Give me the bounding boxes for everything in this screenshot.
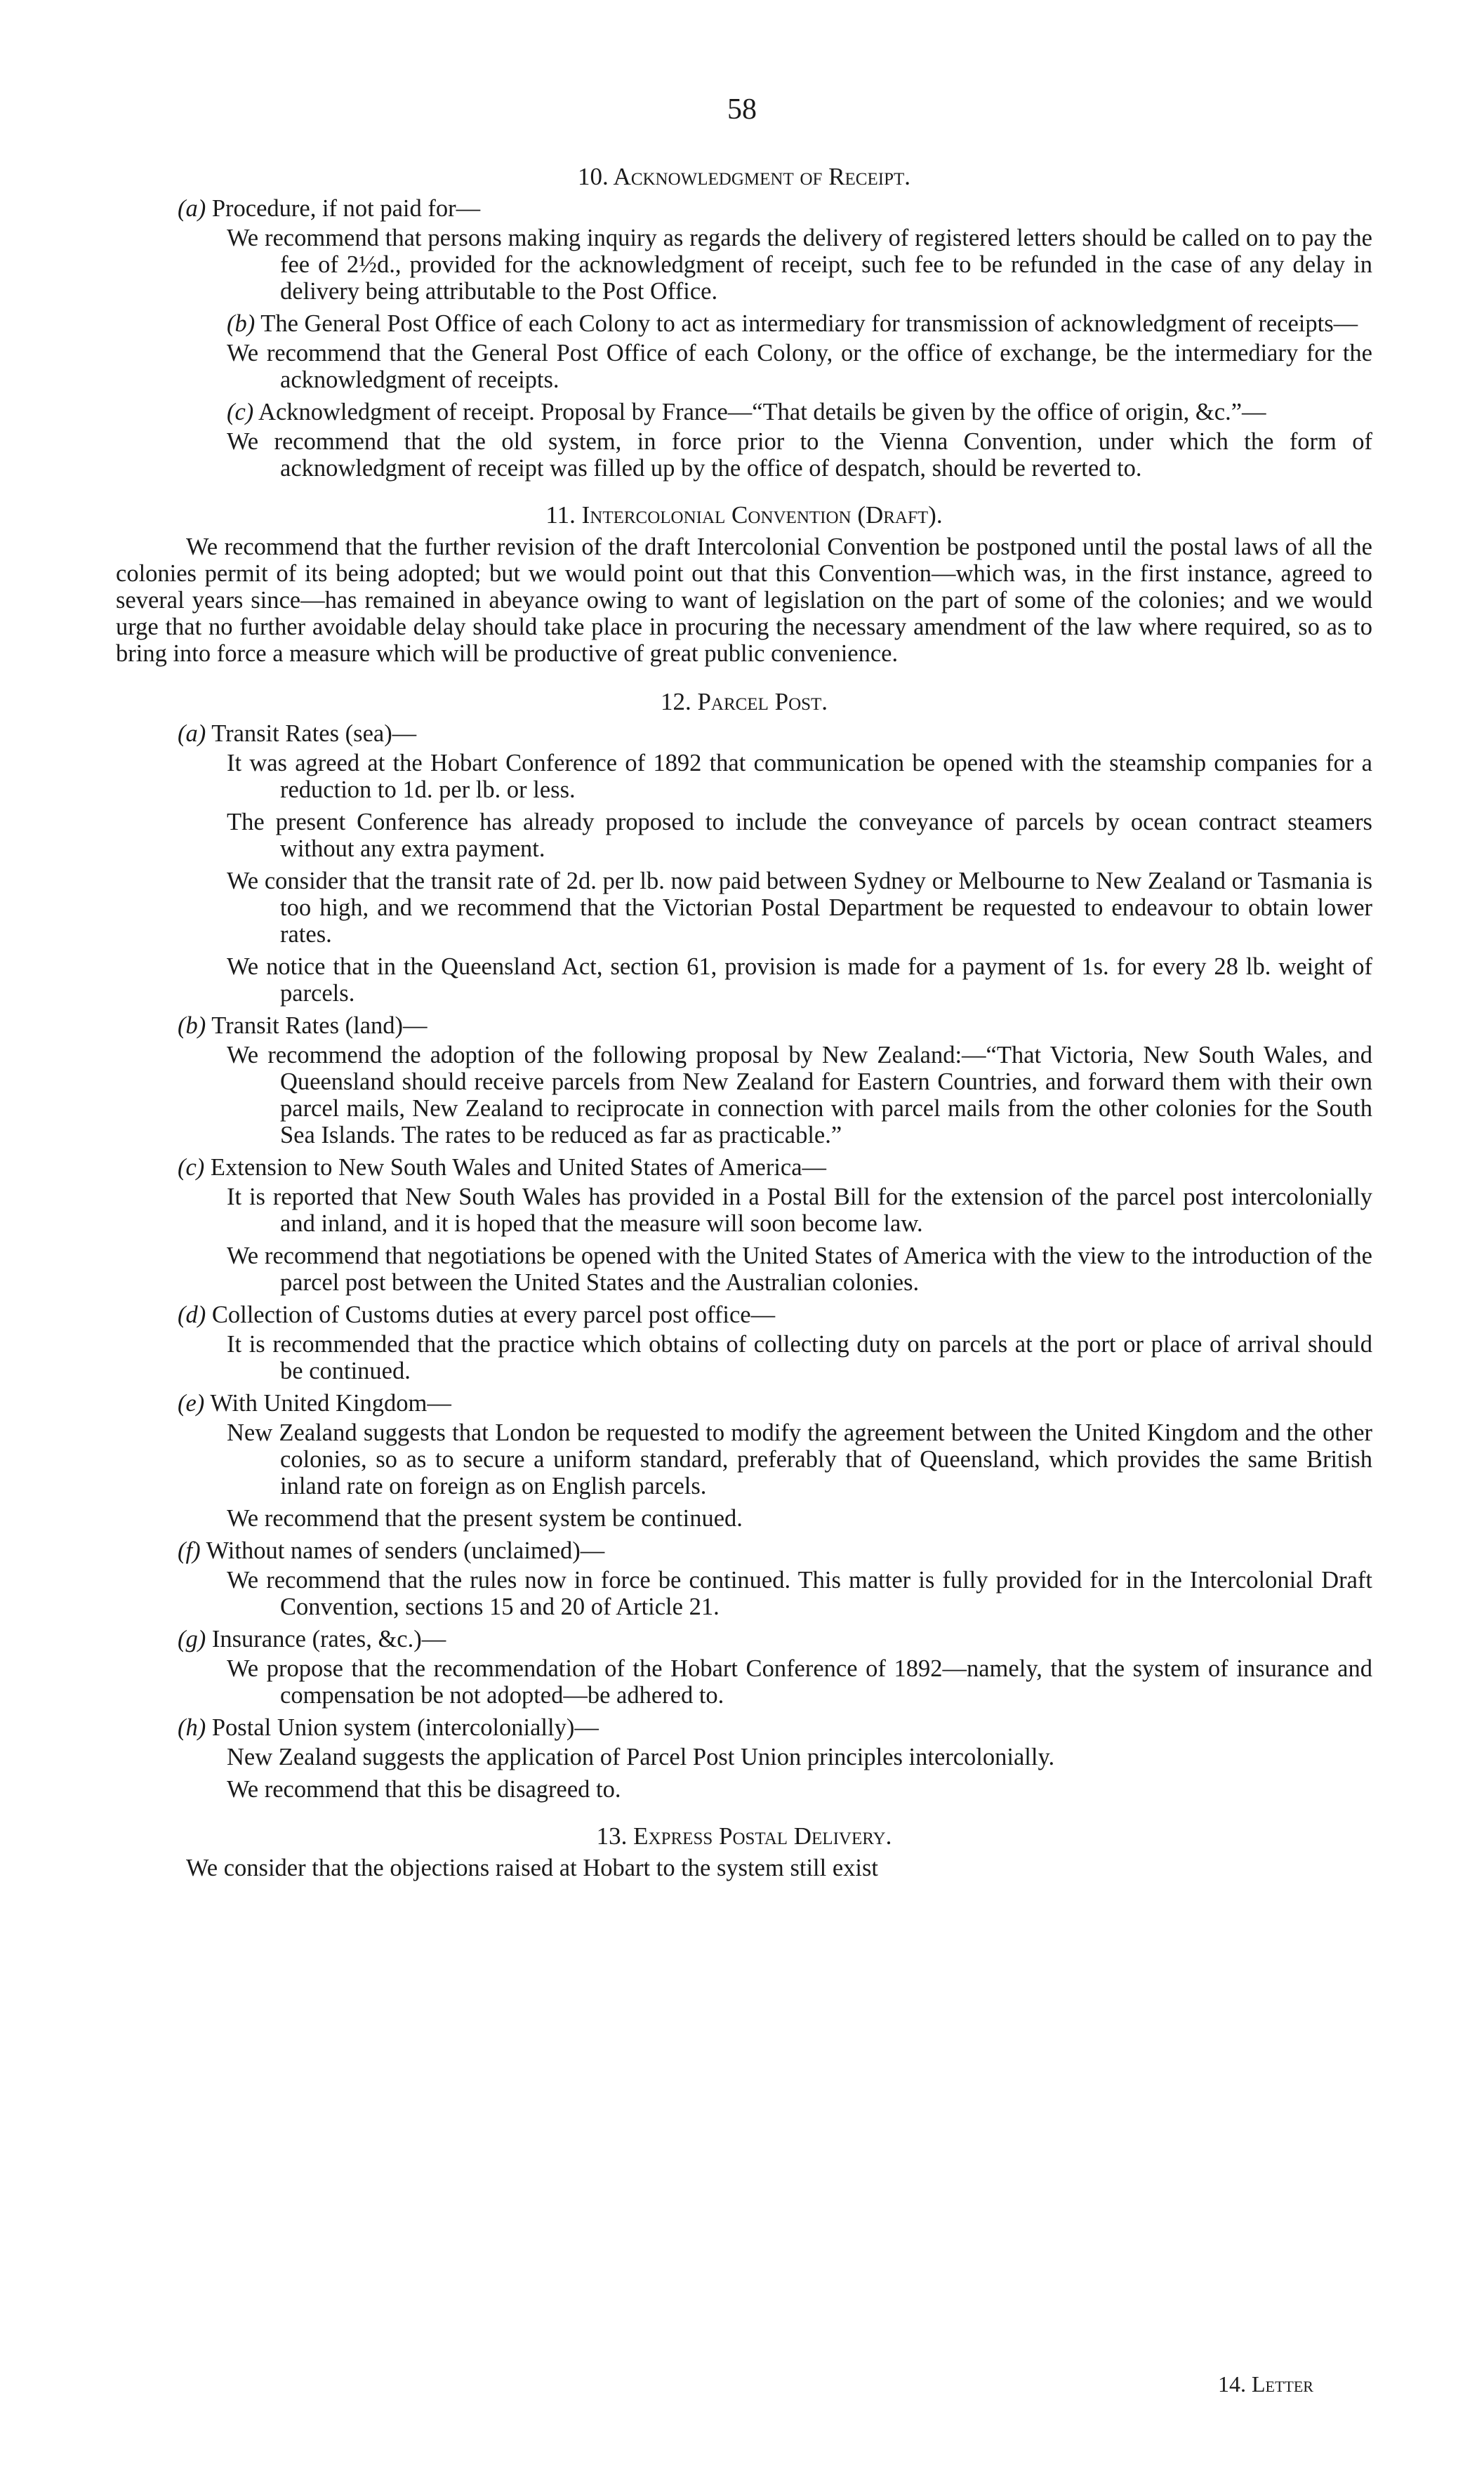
item-label-text: Acknowledgment of receipt. Proposal by France—“That details be given by the office of origin, &c.”— — [258, 399, 1266, 425]
section-10-heading: 10. Acknowledgment of Receipt. — [577, 163, 911, 190]
section-12-item-a-paragraph-2: The present Conference has already proposed to include the conveyance of parcels by ocean contract steamers without any extra payment. — [227, 809, 1372, 862]
item-label-text: Transit Rates (sea)— — [211, 720, 417, 747]
item-label-text: The General Post Office of each Colony to act as intermediary for transmission of acknowledgment of receipts— — [260, 310, 1358, 337]
page-number: 58 — [727, 93, 757, 126]
item-letter: (h) — [178, 1714, 206, 1741]
item-label-text: Extension to New South Wales and United States of America— — [210, 1154, 827, 1181]
section-12-item-b-paragraph-1: We recommend the adoption of the following proposal by New Zealand:—“That Victoria, New South Wales, and Queensland should receive parcels from New Zealand for Eastern Countries, and forward them with their own parcel mails, New Zealand to reciprocate in connection with parcel mails from the other colonies for the South Sea Islands. The rates to be reduced as far as practicable.” — [227, 1042, 1372, 1148]
item-label-text: Procedure, if not paid for— — [211, 195, 481, 222]
section-11-heading: 11. Intercolonial Convention (Draft). — [545, 501, 943, 529]
section-12-item-h-paragraph-2: We recommend that this be disagreed to. — [227, 1776, 621, 1803]
item-label-text: Transit Rates (land)— — [211, 1012, 428, 1039]
section-10-item-c-text: We recommend that the old system, in force prior to the Vienna Convention, under which the form of acknowledgment of receipt was filled up by the office of despatch, should be reverted to. — [227, 428, 1372, 482]
section-12-item-c-label — [178, 1154, 1372, 1181]
section-10-item-a-text: We recommend that persons making inquiry as regards the delivery of registered letters should be called on to pay the fee of 2½d., provided for the acknowledgment of receipt, such fee to be refunded in the case of any delay in delivery being attributable to the Post Office. — [227, 225, 1372, 305]
section-11-text: We recommend that the further revision of the draft Intercolonial Convention be postponed until the postal laws of all the colonies permit of its being adopted; but we would point out that this Convention—which was, in the first instance, agreed to several years since—has remained in abeyance owing to want of legislation on the part of some of the colonies; and we would urge that no further avoidable delay should take place in procuring the necessary amendment of the law where required, so as to bring into force a measure which will be productive of great public convenience. — [116, 534, 1372, 667]
item-label-text: Insurance (rates, &c.)— — [211, 1626, 446, 1652]
section-10-item-b-text: We recommend that the General Post Office of each Colony, or the office of exchange, be the intermediary for the acknowledgment of receipts. — [227, 340, 1372, 393]
section-12-item-h-paragraph-1: New Zealand suggests the application of Parcel Post Union principles intercolonially. — [227, 1744, 1055, 1770]
item-letter: (g) — [178, 1626, 206, 1652]
item-letter: (f) — [178, 1537, 201, 1564]
section-12-item-b-label — [178, 1012, 1372, 1039]
section-10-item-c-label — [116, 399, 1372, 425]
section-13-text: We consider that the objections raised at Hobart to the system still exist — [186, 1855, 878, 1881]
section-12-item-g-label — [178, 1626, 1372, 1652]
item-letter: (c) — [227, 399, 254, 425]
section-10-item-a-label — [178, 195, 1372, 222]
item-label-text: With United Kingdom— — [210, 1390, 451, 1417]
section-12-item-c-paragraph-2: We recommend that negotiations be opened with the United States of America with the view to the introduction of the parcel post between the United States and the Australian colonies. — [227, 1243, 1372, 1296]
item-label-text: Without names of senders (unclaimed)— — [206, 1537, 605, 1564]
section-12-item-a-label — [178, 720, 1372, 747]
page-content — [116, 163, 1372, 1881]
item-letter: (b) — [178, 1012, 206, 1039]
item-letter: (a) — [178, 195, 206, 222]
section-12-item-f-label — [178, 1537, 1372, 1564]
section-12-item-h-label — [178, 1714, 1372, 1741]
section-12-item-d-label — [178, 1301, 1372, 1328]
section-12-item-g-paragraph-1: We propose that the recommendation of the Hobart Conference of 1892—namely, that the system of insurance and compensation be not adopted—be adhered to. — [227, 1655, 1372, 1709]
section-12-item-e-paragraph-1: New Zealand suggests that London be requested to modify the agreement between the United Kingdom and the other colonies, so as to secure a uniform standard, preferably that of Queensland, which provides the same British inland rate on foreign as on English parcels. — [227, 1419, 1372, 1499]
section-10-item-b-label — [116, 310, 1372, 337]
section-12-item-e-label — [178, 1390, 1372, 1417]
item-letter: (e) — [178, 1390, 205, 1417]
section-12-item-e-paragraph-2: We recommend that the present system be continued. — [227, 1505, 743, 1532]
item-letter: (c) — [178, 1154, 205, 1181]
item-letter: (a) — [178, 720, 206, 747]
item-letter: (b) — [227, 310, 256, 337]
section-12-item-a-paragraph-4: We notice that in the Queensland Act, section 61, provision is made for a payment of 1s. for every 28 lb. weight of parcels. — [227, 953, 1372, 1007]
item-label-text: Collection of Customs duties at every parcel post office— — [211, 1301, 776, 1328]
section-12-item-f-paragraph-1: We recommend that the rules now in force be continued. This matter is fully provided for in the Intercolonial Draft Convention, sections 15 and 20 of Article 21. — [227, 1567, 1372, 1620]
catchword: 14. Letter — [1218, 2371, 1313, 2397]
section-12-item-a-paragraph-1: It was agreed at the Hobart Conference of 1892 that communication be opened with the steamship companies for a reduction to 1d. per lb. or less. — [227, 750, 1372, 803]
section-13-heading: 13. Express Postal Delivery. — [596, 1822, 892, 1850]
item-label-text: Postal Union system (intercolonially)— — [211, 1714, 599, 1741]
item-letter: (d) — [178, 1301, 206, 1328]
section-12-item-a-paragraph-3: We consider that the transit rate of 2d. per lb. now paid between Sydney or Melbourne to New Zealand or Tasmania is too high, and we recommend that the Victorian Postal Department be requested to endeavour to obtain lower rates. — [227, 868, 1372, 948]
section-12-item-c-paragraph-1: It is reported that New South Wales has provided in a Postal Bill for the extension of the parcel post intercolonially and inland, and it is hoped that the measure will soon become law. — [227, 1184, 1372, 1237]
section-12-heading: 12. Parcel Post. — [660, 688, 828, 715]
section-12-item-d-paragraph-1: It is recommended that the practice which obtains of collecting duty on parcels at the port or place of arrival should be continued. — [227, 1331, 1372, 1384]
